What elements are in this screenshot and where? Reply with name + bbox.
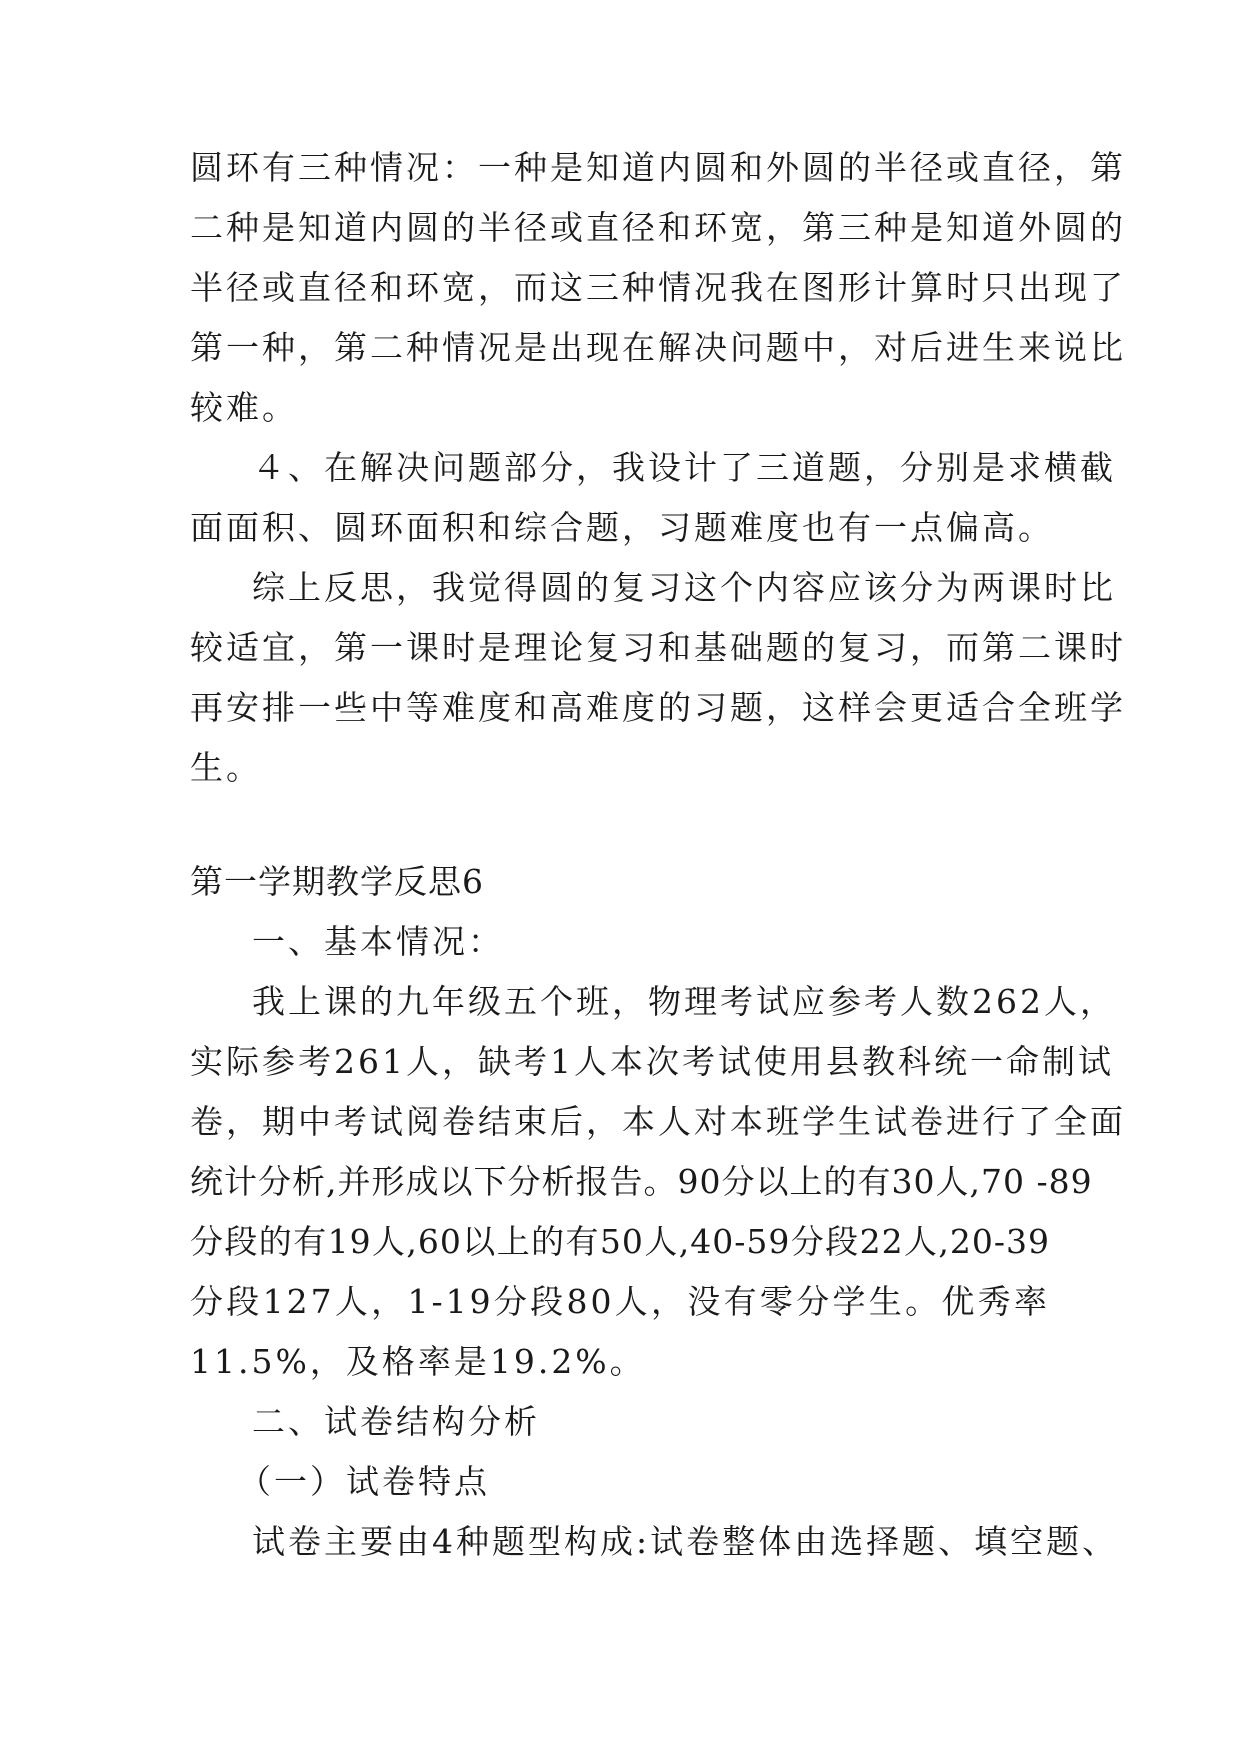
paragraph-line: 实际参考261人，缺考1人本次考试使用县教科统一命制试 bbox=[190, 1042, 1114, 1081]
previous-section-body bbox=[190, 138, 1126, 798]
paragraph-line: 试卷主要由4种题型构成:试卷整体由选择题、填空题、 bbox=[252, 1522, 1119, 1561]
paragraph-line: 较适宜，第一课时是理论复习和基础题的复习，而第二课时 bbox=[190, 628, 1126, 667]
paragraph-line: 二种是知道内圆的半径或直径和环宽，第三种是知道外圆的 bbox=[190, 208, 1126, 247]
paragraph-line: 分段的有19人,60以上的有50人,40-59分段22人,20-39 bbox=[190, 1222, 1050, 1261]
paragraph-line: 卷，期中考试阅卷结束后，本人对本班学生试卷进行了全面 bbox=[190, 1102, 1126, 1141]
section-title: 第一学期教学反思6 bbox=[190, 862, 484, 901]
subheading-paper-features: （一）试卷特点 bbox=[238, 1462, 490, 1501]
paragraph-line: 第一种，第二种情况是出现在解决问题中，对后进生来说比 bbox=[190, 328, 1126, 367]
paragraph-line: ４、在解决问题部分，我设计了三道题，分别是求横截 bbox=[252, 448, 1116, 487]
subheading-basic-info: 一、基本情况： bbox=[252, 922, 504, 961]
paragraph-line: 再安排一些中等难度和高难度的习题，这样会更适合全班学 bbox=[190, 688, 1126, 727]
paragraph-line: 统计分析,并形成以下分析报告。90分以上的有30人,70 -89 bbox=[190, 1162, 1093, 1201]
paragraph-line: 我上课的九年级五个班，物理考试应参考人数262人， bbox=[252, 982, 1116, 1021]
paragraph-line: 分段127人，1-19分段80人，没有零分学生。优秀率 bbox=[190, 1282, 1050, 1321]
subheading-paper-structure: 二、试卷结构分析 bbox=[252, 1402, 540, 1441]
paragraph-line: 面面积、圆环面积和综合题，习题难度也有一点偏高。 bbox=[190, 508, 1054, 547]
paragraph-line: 11.5%，及格率是19.2%。 bbox=[190, 1342, 646, 1381]
paragraph-line: 较难。 bbox=[190, 388, 298, 427]
paragraph-line: 半径或直径和环宽，而这三种情况我在图形计算时只出现了 bbox=[190, 268, 1126, 307]
paragraph-line: 圆环有三种情况：一种是知道内圆和外圆的半径或直径，第 bbox=[190, 148, 1126, 187]
paragraph-line: 生。 bbox=[190, 748, 262, 787]
paragraph-line: 综上反思，我觉得圆的复习这个内容应该分为两课时比 bbox=[252, 568, 1116, 607]
section-6 bbox=[190, 852, 1126, 1572]
